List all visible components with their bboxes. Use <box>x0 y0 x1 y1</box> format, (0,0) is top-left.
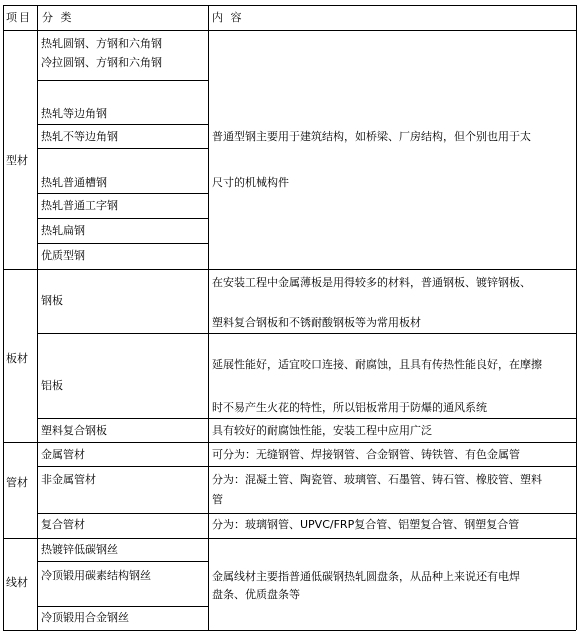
column-divider-content <box>208 5 209 630</box>
item-label: 型材 <box>6 154 28 167</box>
group-separator <box>3 442 576 443</box>
table-border-right <box>576 5 577 630</box>
category-cell: 热轧不等边角钢 <box>41 130 118 143</box>
row-separator <box>37 513 576 514</box>
table-border-left <box>3 5 4 630</box>
content-cell: 盘条、优质盘条等 <box>212 588 300 601</box>
content-cell: 分为：混凝土管、陶瓷管、玻璃管、石墨管、铸石管、橡胶管、塑料 <box>212 473 542 486</box>
category-separator <box>37 606 208 607</box>
group-separator <box>3 538 576 539</box>
category-separator <box>37 218 208 219</box>
category-cell: 热轧等边角钢 <box>41 107 107 120</box>
category-cell: 冷顶锻用碳素结构钢丝 <box>41 569 151 582</box>
category-cell: 热镀锌低碳钢丝 <box>41 543 118 556</box>
category-cell: 优质型钢 <box>41 249 85 262</box>
category-cell: 热轧扁钢 <box>41 224 85 237</box>
header-category: 分 类 <box>42 11 74 24</box>
category-separator <box>37 148 208 149</box>
content-cell: 延展性能好，适宜咬口连接、耐腐蚀，且具有传热性能良好，在摩擦 <box>212 358 542 371</box>
content-cell: 金属线材主要指普通低碳钢热轧圆盘条，从品种上来说还有电焊 <box>212 570 520 583</box>
category-cell: 冷拉圆钢、方钢和六角钢 <box>41 56 162 69</box>
content-cell: 具有较好的耐腐蚀性能，安装工程中应用广泛 <box>212 424 432 437</box>
item-label: 板材 <box>6 352 28 365</box>
content-cell: 时不易产生火花的特性，所以铝板常用于防爆的通风系统 <box>212 401 487 414</box>
category-cell: 热轧普通槽钢 <box>41 176 107 189</box>
row-separator <box>37 466 576 467</box>
category-separator <box>37 124 208 125</box>
content-cell: 在安装工程中金属薄板是用得较多的材料，普通钢板、镀锌钢板、 <box>212 276 531 289</box>
category-cell: 冷顶锻用合金钢丝 <box>41 611 129 624</box>
category-cell: 钢板 <box>41 294 63 307</box>
header-separator <box>3 30 576 31</box>
item-label: 管材 <box>6 476 28 489</box>
content-cell: 管 <box>212 493 223 506</box>
category-cell: 热轧圆钢、方钢和六角钢 <box>41 37 162 50</box>
content-cell: 塑料复合钢板和不锈耐酸钢板等为常用板材 <box>212 316 421 329</box>
category-separator <box>37 193 208 194</box>
category-cell: 塑料复合钢板 <box>41 424 107 437</box>
table-border-bottom <box>3 630 576 631</box>
content-cell: 普通型钢主要用于建筑结构，如桥梁、厂房结构，但个别也用于太 <box>212 130 531 143</box>
category-separator <box>37 80 208 81</box>
group-separator <box>3 269 576 270</box>
column-divider-item <box>37 5 38 630</box>
header-item: 项目 <box>6 11 32 24</box>
category-cell: 金属管材 <box>41 448 85 461</box>
content-cell: 分为：玻璃钢管、UPVC/FRP复合管、铝塑复合管、钢塑复合管 <box>212 518 520 531</box>
row-separator <box>37 333 576 334</box>
content-cell: 可分为：无缝钢管、焊接钢管、合金钢管、铸铁管、有色金属管 <box>212 448 520 461</box>
category-cell: 热轧普通工字钢 <box>41 199 118 212</box>
table-border-top <box>3 5 576 6</box>
category-cell: 复合管材 <box>41 518 85 531</box>
category-cell: 非金属管材 <box>41 473 96 486</box>
item-label: 线材 <box>6 576 28 589</box>
category-separator <box>37 561 208 562</box>
row-separator <box>37 418 576 419</box>
category-cell: 铝板 <box>41 379 63 392</box>
header-content: 内 容 <box>212 11 244 24</box>
content-cell: 尺寸的机械构件 <box>212 176 289 189</box>
category-separator <box>37 243 208 244</box>
